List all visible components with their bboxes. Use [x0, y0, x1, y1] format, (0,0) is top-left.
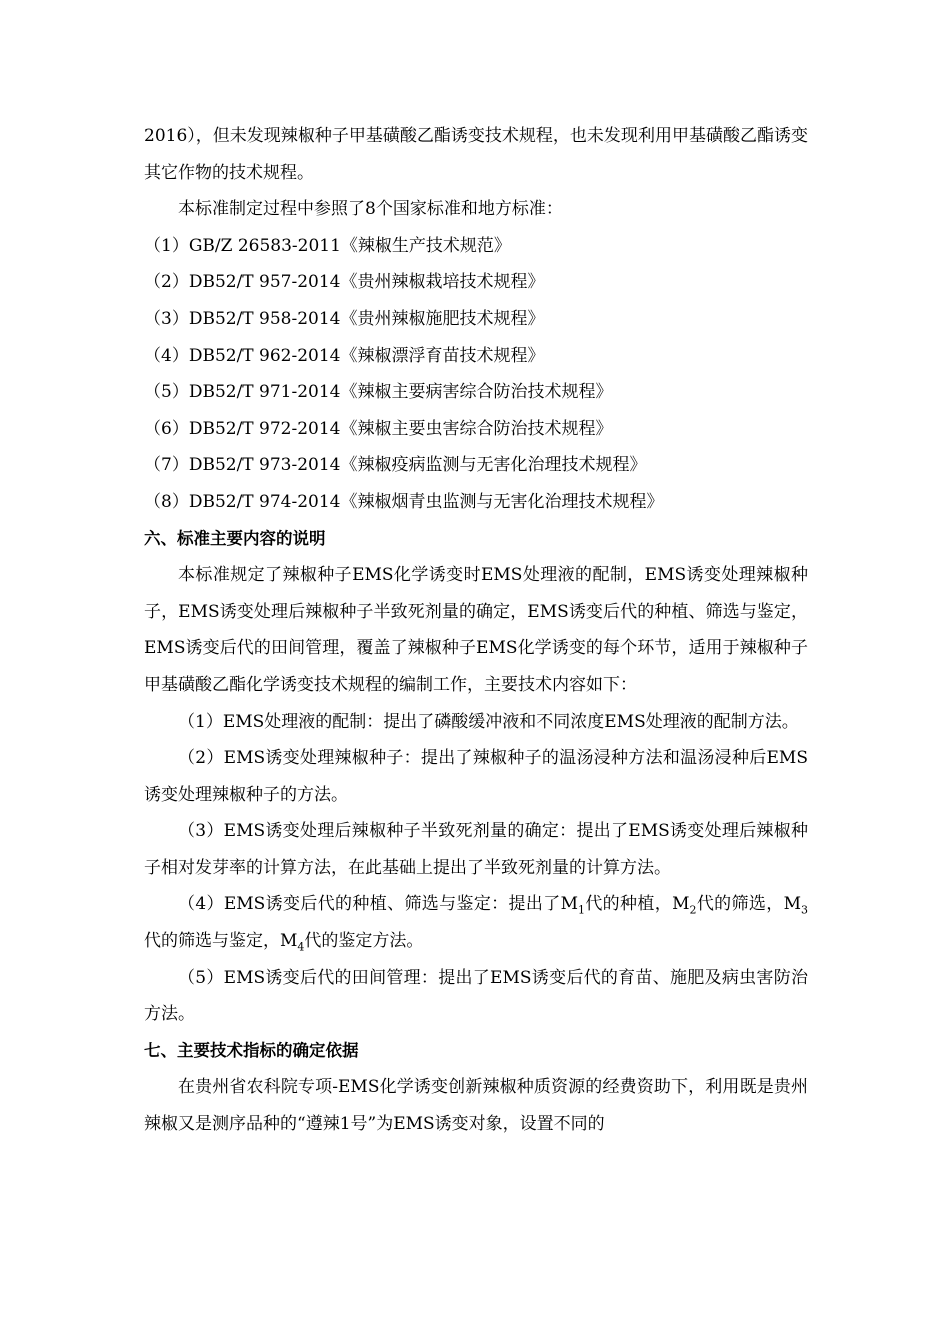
content-item-3: （3）EMS诱变处理后辣椒种子半致死剂量的确定：提出了EMS诱变处理后辣椒种子相对发芽率的计算方法，在此基础上提出了半致死剂量的计算方法。 — [144, 821, 808, 878]
intro-paragraph: 2016），但未发现辣椒种子甲基磺酸乙酯诱变技术规程，也未发现利用甲基磺酸乙酯诱变其它作物的技术规程。 — [144, 126, 808, 183]
reference-item: （4）DB52/T 962-2014《辣椒漂浮育苗技术规程》 — [144, 345, 545, 366]
section7-paragraph: 在贵州省农科院专项-EMS化学诱变创新辣椒种质资源的经费资助下，利用既是贵州辣椒又是测序品种的“遵辣1号”为EMS诱变对象，设置不同的 — [144, 1077, 808, 1135]
reference-item: （2）DB52/T 957-2014《贵州辣椒栽培技术规程》 — [144, 272, 545, 293]
content-item-4: （4）EMS诱变后代的种植、筛选与鉴定：提出了$M_1$代的种植，$M_2$代的筛选，$M_3$代的筛选与鉴定，$M_4$代的鉴定方法。 — [144, 894, 808, 954]
reference-item: （3）DB52/T 958-2014《贵州辣椒施肥技术规程》 — [144, 308, 545, 329]
content-item-2: （2）EMS诱变处理辣椒种子：提出了辣椒种子的温汤浸种方法和温汤浸种后EMS诱变处理辣椒种子的方法。 — [144, 748, 808, 805]
section-heading-7: 七、主要技术指标的确定依据 — [144, 1040, 359, 1060]
document-page — [144, 118, 808, 1143]
content-item-5: （5）EMS诱变后代的田间管理：提出了EMS诱变后代的育苗、施肥及病虫害防治方法。 — [144, 967, 808, 1025]
reference-intro: 本标准制定过程中参照了8个国家标准和地方标准： — [178, 199, 563, 220]
reference-item: （8）DB52/T 974-2014《辣椒烟青虫监测与无害化治理技术规程》 — [144, 491, 664, 512]
reference-item: （1）GB/Z 26583-2011《辣椒生产技术规范》 — [144, 235, 511, 256]
section6-paragraph: 本标准规定了辣椒种子EMS化学诱变时EMS处理液的配制，EMS诱变处理辣椒种子，EMS诱变处理后辣椒种子半致死剂量的确定，EMS诱变后代的种植、筛选与鉴定，EMS诱变后代的田间管理，覆盖了辣椒种子EMS化学诱变的每个环节，适用于辣椒种子甲基磺酸乙酯化学诱变技术规程的编制工作，主要技术内容如下： — [144, 565, 808, 695]
reference-item: （7）DB52/T 973-2014《辣椒疫病监测与无害化治理技术规程》 — [144, 455, 647, 476]
reference-item: （5）DB52/T 971-2014《辣椒主要病害综合防治技术规程》 — [144, 382, 613, 403]
reference-item: （6）DB52/T 972-2014《辣椒主要虫害综合防治技术规程》 — [144, 418, 613, 439]
section-heading-6: 六、标准主要内容的说明 — [144, 528, 326, 548]
content-item-1: （1）EMS处理液的配制：提出了磷酸缓冲液和不同浓度EMS处理液的配制方法。 — [178, 711, 799, 732]
